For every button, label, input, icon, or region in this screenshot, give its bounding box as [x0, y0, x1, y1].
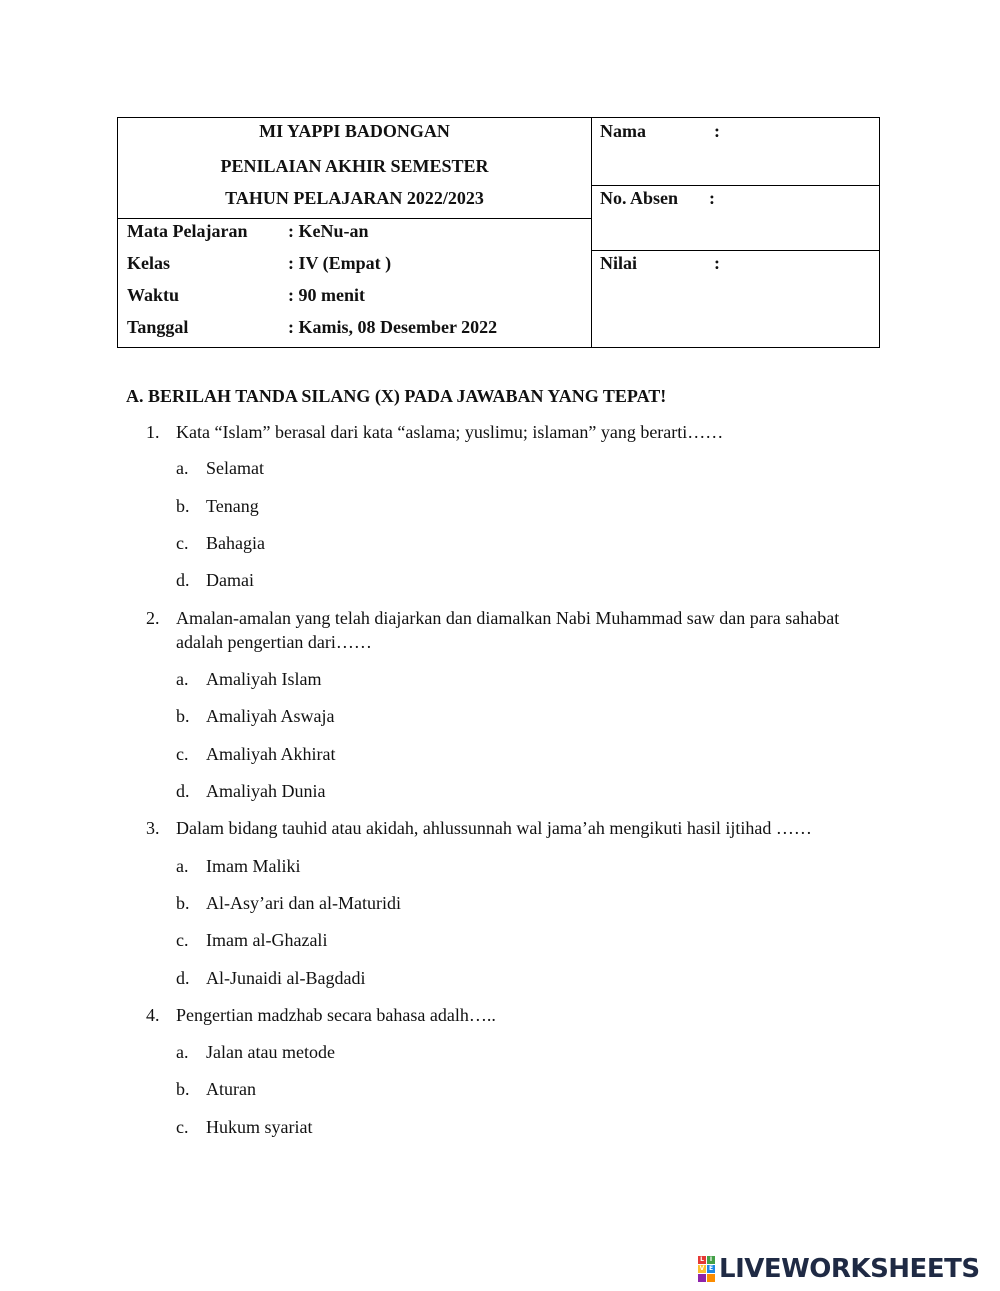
option-text: Imam Maliki	[206, 856, 301, 876]
option-letter: c.	[176, 744, 189, 764]
option-letter: b.	[176, 496, 190, 516]
option-text: Al-Junaidi al-Bagdadi	[206, 968, 366, 988]
logo-block	[707, 1274, 715, 1282]
question-number: 3.	[146, 818, 160, 838]
question-number: 2.	[146, 608, 160, 628]
header-divider-right-1	[591, 185, 880, 186]
field-value-time: : 90 menit	[288, 285, 365, 305]
logo-text: LIVEWORKSHEETS	[719, 1254, 980, 1284]
header-divider-vertical	[591, 118, 592, 347]
logo-icon	[698, 1256, 715, 1282]
question-text: Pengertian madzhab secara bahasa adalh…..	[176, 1005, 496, 1025]
option-text: Amaliyah Islam	[206, 669, 322, 689]
option-text: Imam al-Ghazali	[206, 930, 328, 950]
option-text: Selamat	[206, 458, 264, 478]
option-text: Amaliyah Akhirat	[206, 744, 336, 764]
option-letter: d.	[176, 781, 190, 801]
option-text: Al-Asy’ari dan al-Maturidi	[206, 893, 401, 913]
section-title: A. BERILAH TANDA SILANG (X) PADA JAWABAN YANG TEPAT!	[126, 386, 667, 406]
question-number: 4.	[146, 1005, 160, 1025]
option-letter: a.	[176, 458, 189, 478]
score-colon[interactable]: :	[714, 253, 720, 273]
logo-block: I	[707, 1256, 715, 1264]
option-letter: a.	[176, 856, 189, 876]
logo-block: E	[708, 1265, 714, 1272]
option-text: Damai	[206, 570, 254, 590]
option-letter: b.	[176, 893, 190, 913]
liveworksheets-logo	[698, 1254, 980, 1284]
option-letter: c.	[176, 1117, 189, 1137]
field-label-class: Kelas	[127, 253, 170, 273]
score-label: Nilai	[600, 253, 638, 273]
option-letter: c.	[176, 930, 189, 950]
field-value-subject: : KeNu-an	[288, 221, 369, 241]
question-number: 1.	[146, 422, 160, 442]
option-letter: c.	[176, 533, 189, 553]
question-text: Dalam bidang tauhid atau akidah, ahlussunnah wal jama’ah mengikuti hasil ijtihad ……	[176, 818, 812, 838]
option-letter: d.	[176, 570, 190, 590]
option-text: Amaliyah Dunia	[206, 781, 326, 801]
option-text: Bahagia	[206, 533, 265, 553]
option-text: Amaliyah Aswaja	[206, 706, 335, 726]
option-letter: b.	[176, 1079, 190, 1099]
option-text: Jalan atau metode	[206, 1042, 335, 1062]
field-label-date: Tanggal	[127, 317, 189, 337]
option-text: Aturan	[206, 1079, 256, 1099]
question-text: Kata “Islam” berasal dari kata “aslama; yuslimu; islaman” yang berarti……	[176, 422, 724, 442]
logo-block: V	[699, 1265, 705, 1272]
header-divider-left	[118, 218, 591, 219]
exam-title: PENILAIAN AKHIR SEMESTER	[220, 156, 489, 176]
logo-block	[698, 1274, 706, 1282]
school-name: MI YAPPI BADONGAN	[259, 121, 450, 141]
field-label-time: Waktu	[127, 285, 180, 305]
option-text: Tenang	[206, 496, 259, 516]
header-divider-right-2	[591, 250, 880, 251]
absen-label: No. Absen	[600, 188, 679, 208]
name-label: Nama	[600, 121, 646, 141]
absen-colon[interactable]: :	[709, 188, 715, 208]
field-value-date: : Kamis, 08 Desember 2022	[288, 317, 498, 337]
option-text: Hukum syariat	[206, 1117, 313, 1137]
header-table	[117, 117, 880, 348]
question-text: Amalan-amalan yang telah diajarkan dan diamalkan Nabi Muhammad saw dan para sahabat adalah pengertian dari……	[176, 608, 840, 652]
field-label-subject: Mata Pelajaran	[127, 221, 248, 241]
option-letter: d.	[176, 968, 190, 988]
option-letter: a.	[176, 1042, 189, 1062]
academic-year: TAHUN PELAJARAN 2022/2023	[225, 188, 484, 208]
option-letter: b.	[176, 706, 190, 726]
name-colon[interactable]: :	[714, 121, 720, 141]
logo-block: L	[698, 1256, 706, 1264]
option-letter: a.	[176, 669, 189, 689]
field-value-class: : IV (Empat )	[288, 253, 392, 273]
